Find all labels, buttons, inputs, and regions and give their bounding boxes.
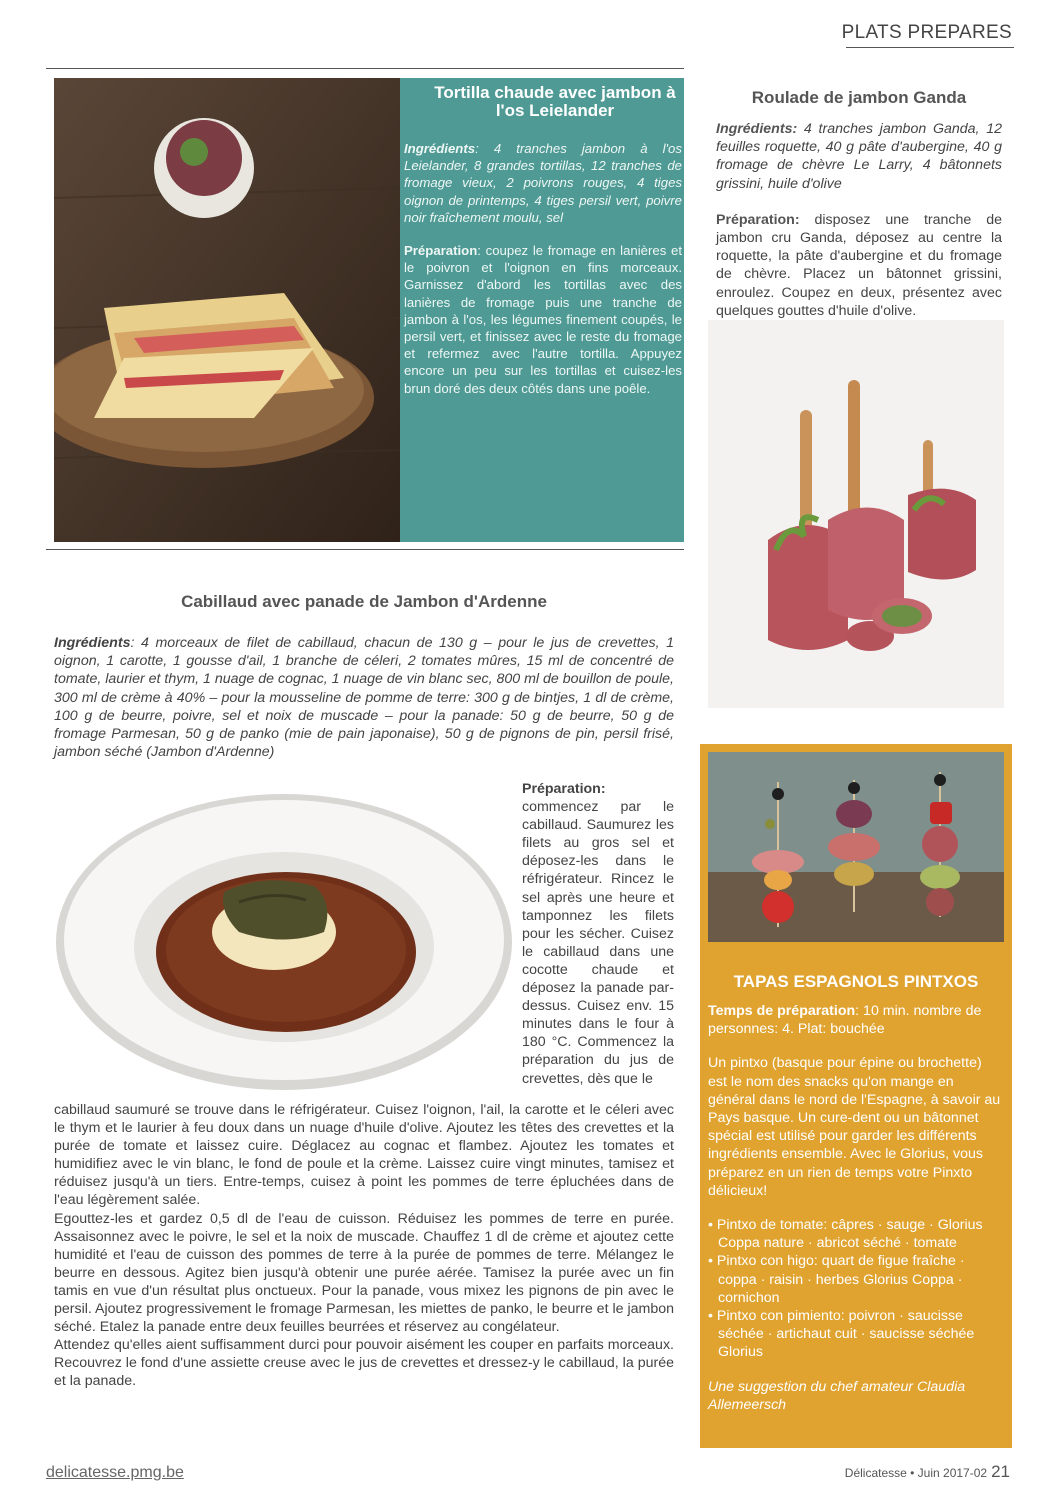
tapas-list-item: • Pintxo de tomate: câpres · sauge · Glorius Coppa nature · abricot séché · tomate — [708, 1217, 983, 1252]
cabillaud-title: Cabillaud avec panade de Jambon d'Ardenne — [181, 592, 547, 611]
tortilla-text — [404, 140, 682, 397]
tapas-title: TAPAS ESPAGNOLS PINTXOS — [733, 972, 979, 991]
tapas-photo — [708, 752, 1004, 942]
section-tag: PLATS PREPARES — [841, 22, 1012, 43]
roulade-ingredients: 4 tranches jambon Ganda, 12 feuilles roquette, 40 g pâte d'aubergine, 40 g fromage de chèvre Le Larry, 4 bâtonnets grissini, huile d'olive — [716, 121, 1002, 192]
tortilla-preparation: : coupez le fromage en lanières et le poivron et l'oignon en fins morceaux. Garnissez d'abord les tortillas avec des lanières de fromage puis une tranche de jambon à l'os, les légumes finement coupés, le persil vert, et finissez avec le reste du fromage et refermez avec l'autre tortilla. Appuyez encore un peu sur les tortillas et cuisez-les brun doré des deux côtés dans une poêle. — [404, 243, 682, 396]
section-rule — [846, 47, 1014, 48]
cabillaud-preparation-label: Préparation: — [522, 781, 606, 797]
footer-issue — [845, 1462, 1010, 1482]
cabillaud-preparation-paragraph-2: Egouttez-les et gardez 0,5 dl de l'eau de cuisson. Réduisez les pommes de terre en purée. Assaisonnez avec le poivre, le sel et la noix de muscade. Chauffez 1 dl de crème et ajoutez cette humidité et l'eau de cuisson des pommes de terre à la purée de pommes de terre. Mélangez le beurre en dessous. Agitez bien jusqu'à obtenir une purée aérée. Tamisez la purée avec un fin tamis en vue d'un résultat plus onctueux. Pour la panade, vous mixez les pignons de pin avec le persil. Ajoutez progressivement le fromage Parmesan, les miettes de panko, le beurre et le jambon séché. Etalez la panade entre deux feuilles beurrées et réservez au congélateur. — [54, 1210, 674, 1336]
tapas-text — [708, 1002, 1004, 1430]
cabillaud-ingredients-label: Ingrédients — [54, 635, 131, 651]
cabillaud-preparation-body — [54, 1101, 674, 1391]
roulade-title: Roulade de jambon Ganda — [751, 88, 967, 107]
footer-website-link[interactable]: delicatesse.pmg.be — [46, 1464, 184, 1481]
footer-issue-text: Délicatesse • Juin 2017-02 — [844, 1466, 988, 1480]
tortilla-ingredients-label: Ingrédients — [404, 141, 476, 156]
tapas-intro: Un pintxo (basque pour épine ou brochette) est le nom des snacks qu'on mange en général dans le nord de l'Espagne, à savoir au Pays basque. Un cure-dent ou un bâtonnet spécial est utilisé pour garder les différents ingrédients ensemble. Avec le Glorius, vous préparez en un rien de temps votre Pinxto délicieux! — [708, 1055, 1001, 1199]
roulade-preparation-label: Préparation: — [716, 211, 800, 228]
tapas-time: : 10 min. nombre de personnes: 4. Plat: bouchée — [708, 1003, 982, 1038]
cabillaud-photo — [54, 782, 514, 1092]
cabillaud-preparation-text: commencez par le cabillaud. Saumurez les filets au gros sel et déposez-les dans le réfrigérateur. Rincez le sel après une heure et tamponnez les filets pour les sécher. Cuisez le cabillaud dans une cocotte chaude et déposez la panade par-dessus. Cuisez env. 15 minutes dans le four à 180 °C. Commencez la préparation du jus de crevettes, dès que le — [522, 799, 674, 1087]
tortilla-preparation-label: Préparation — [404, 243, 478, 259]
cabillaud-preparation-paragraph-3: Attendez qu'elles aient suffisamment durci pour pouvoir aisément les couper en parfaits morceaux. Recouvrez le fond d'une assiette creuse avec le jus de crevettes et dressez-y le cabillaud, la purée et la panade. — [54, 1337, 674, 1390]
tapas-list — [708, 1216, 1004, 1362]
page-number: 21 — [991, 1462, 1010, 1481]
tapas-time-label: Temps de préparation — [708, 1003, 856, 1019]
tapas-list-item: • Pintxo con higo: quart de figue fraîche · coppa · raisin · herbes Glorius Coppa · cornichon — [708, 1253, 965, 1306]
cabillaud-preparation-paragraph-1: cabillaud saumuré se trouve dans le réfrigérateur. Cuisez l'oignon, l'ail, la carotte et le céleri avec le thym et le laurier à feu doux dans un nuage d'huile d'olive. Ajoutez les têtes des crevettes et la purée de tomate et laissez cuire. Déglacez au cognac et flambez. Ajoutez les tomates et humidifiez avec le vin blanc, le fond de poule et la crème. Laissez cuire vingt minutes, tamisez et réduisez jusqu'à un tiers. Entre-temps, cuisez à point les pommes de terre épluchées dans de l'eau légèrement salée. — [54, 1102, 674, 1209]
cabillaud-ingredients: : 4 morceaux de filet de cabillaud, chacun de 130 g – pour le jus de crevettes, 1 oignon, 1 carotte, 1 gousse d'ail, 1 branche de céleri, 2 tomates mûres, 15 ml de concentré de tomate, laurier et thym, 1 nuage de cognac, 1 nuage de vin blanc sec, 800 ml de bouillon de poule, 300 ml de crème à 40% – pour la mousseline de pomme de terre: 300 g de bintjes, 1 dl de crème, 100 g de beurre, poivre, sel et noix de muscade – pour la panade: 50 g de beurre, 50 g de fromage Parmesan, 50 g de panko (mie de pain japonaise), 50 g de pignons de pin, persil frisé, jambon séché (Jambon d'Ardenne) — [54, 635, 674, 761]
tortilla-photo — [54, 78, 400, 542]
roulade-preparation: disposez une tranche de jambon cru Ganda, déposez au centre la roquette, la pâte d'aubergine et du fromage de chèvre. Placez un bâtonnet grissini, enroulez. Coupez en deux, présentez avec quelques gouttes d'huile d'olive. — [716, 211, 1002, 319]
tortilla-ingredients: : 4 tranches jambon à l'os Leielander, 8 grandes tortillas, 12 tranches de fromage vieux, 2 poivrons rouges, 4 tiges oignon de printemps, 4 tiges persil vert, poivre noir fraîchement moulu, sel — [404, 141, 682, 225]
tortilla-panel — [400, 78, 684, 542]
tapas-list-item: • Pintxo con pimiento: poivron · saucisse séchée · artichaut cuit · saucisse séchée Glorius — [708, 1308, 975, 1361]
roulade-photo — [708, 320, 1004, 708]
tortilla-title: Tortilla chaude avec jambon à l'os Leielander — [434, 83, 676, 120]
roulade-text — [716, 120, 1002, 320]
roulade-ingredients-label: Ingrédients: — [716, 121, 798, 137]
cabillaud-ingredients-block — [54, 634, 674, 761]
cabillaud-preparation-side — [522, 780, 674, 1088]
tapas-signature: Une suggestion du chef amateur Claudia Allemeersch — [708, 1378, 966, 1413]
